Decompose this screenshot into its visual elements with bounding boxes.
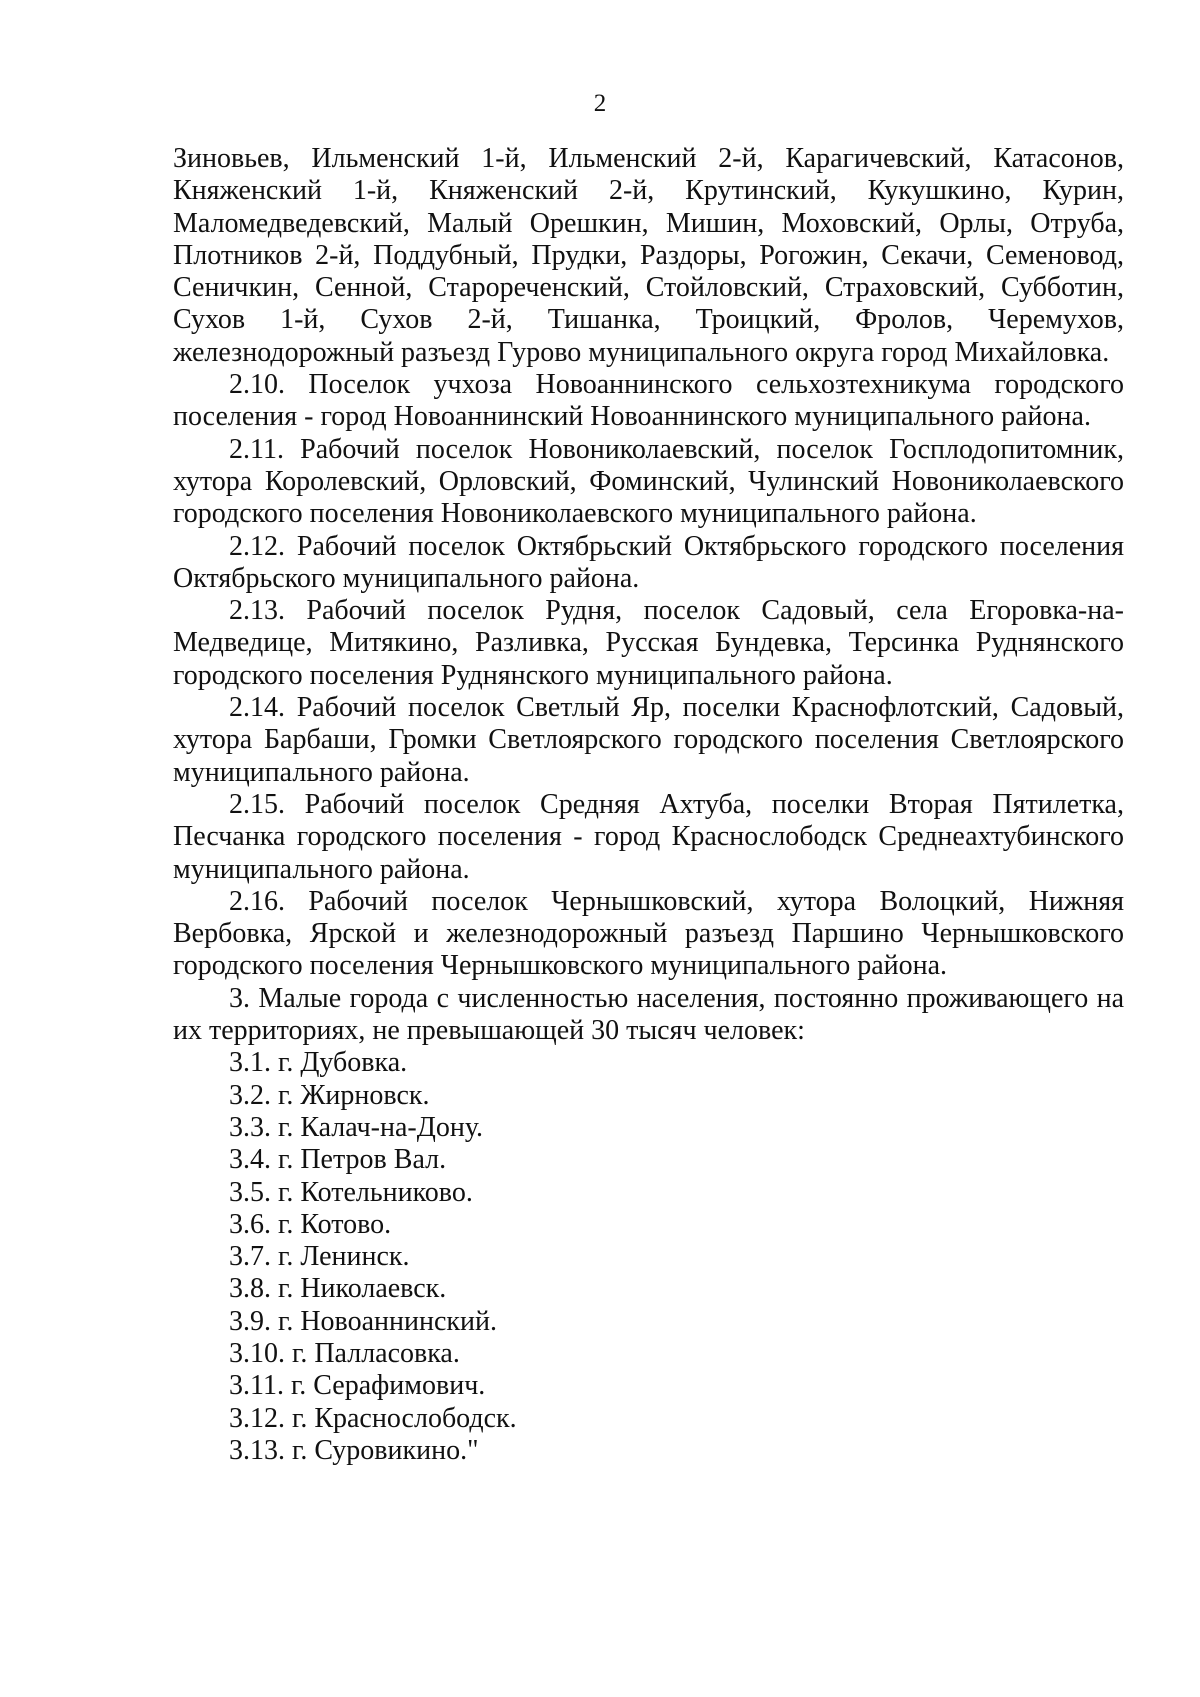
document-body [173,143,1124,1467]
page-number: 2 [593,90,607,117]
list-item-town: 3.13. г. Суровикино." [229,1434,479,1466]
paragraph-3-small-towns: 3. Малые города с численностью населения, постоянно проживающего на их территориях, не превышающей 30 тысяч человек: [173,982,1124,1047]
list-item-town: 3.6. г. Котово. [229,1208,392,1240]
paragraph-2-16: 2.16. Рабочий поселок Чернышковский, хутора Волоцкий, Нижняя Вербовка, Ярской и железнодорожный разъезд Паршино Чернышковского городского поселения Чернышковского муниципального района. [173,885,1124,982]
list-item-town: 3.9. г. Новоаннинский. [229,1305,497,1337]
list-item-town: 3.5. г. Котельниково. [229,1176,473,1208]
paragraph-continuation: Зиновьев, Ильменский 1-й, Ильменский 2-й, Карагичевский, Катасонов, Княженский 1-й, Княженский 2-й, Крутинский, Кукушкино, Курин, Маломедведевский, Малый Орешкин, Мишин, Моховский, Орлы, Отруба, Плотников 2-й, Поддубный, Прудки, Раздоры, Рогожин, Секачи, Семеновод, Сеничкин, Сенной, Старореченский, Стойловский, Страховский, Субботин, Сухов 1-й, Сухов 2-й, Тишанка, Троицкий, Фролов, Черемухов, железнодорожный разъезд Гурово муниципального округа город Михайловка. [173,143,1124,368]
list-item-town: 3.1. г. Дубовка. [229,1047,408,1079]
paragraph-2-14: 2.14. Рабочий поселок Светлый Яр, поселки Краснофлотский, Садовый, хутора Барбаши, Громки Светлоярского городского поселения Светлоярского муниципального района. [173,692,1124,788]
paragraph-2-11: 2.11. Рабочий поселок Новониколаевский, поселок Госплодопитомник, хутора Королевский, Орловский, Фоминский, Чулинский Новониколаевского городского поселения Новониколаевского муниципального района. [173,433,1124,530]
list-item-town: 3.4. г. Петров Вал. [229,1144,447,1176]
list-item-town: 3.8. г. Николаевск. [229,1273,447,1305]
list-item-town: 3.12. г. Краснослободск. [229,1402,517,1434]
paragraph-2-10: 2.10. Поселок учхоза Новоаннинского сельхозтехникума городского поселения - город Новоаннинский Новоаннинского муниципального района. [173,369,1124,433]
list-item-town: 3.7. г. Ленинск. [229,1241,410,1273]
list-item-town: 3.2. г. Жирновск. [229,1079,430,1111]
paragraph-2-13: 2.13. Рабочий поселок Рудня, поселок Садовый, села Егоровка-на-Медведице, Митякино, Разливка, Русская Бундевка, Терсинка Руднянского городского поселения Руднянского муниципального района. [173,595,1124,691]
small-towns-list [173,1047,1124,1467]
list-item-town: 3.11. г. Серафимович. [229,1370,486,1402]
list-item-town: 3.10. г. Палласовка. [229,1337,460,1369]
paragraph-2-15: 2.15. Рабочий поселок Средняя Ахтуба, поселки Вторая Пятилетка, Песчанка городского поселения - город Краснослободск Среднеахтубинского муниципального района. [173,788,1124,885]
list-item-town: 3.3. г. Калач-на-Дону. [229,1111,484,1143]
paragraph-2-12: 2.12. Рабочий поселок Октябрьский Октябрьского городского поселения Октябрьского муниципального района. [173,530,1124,594]
